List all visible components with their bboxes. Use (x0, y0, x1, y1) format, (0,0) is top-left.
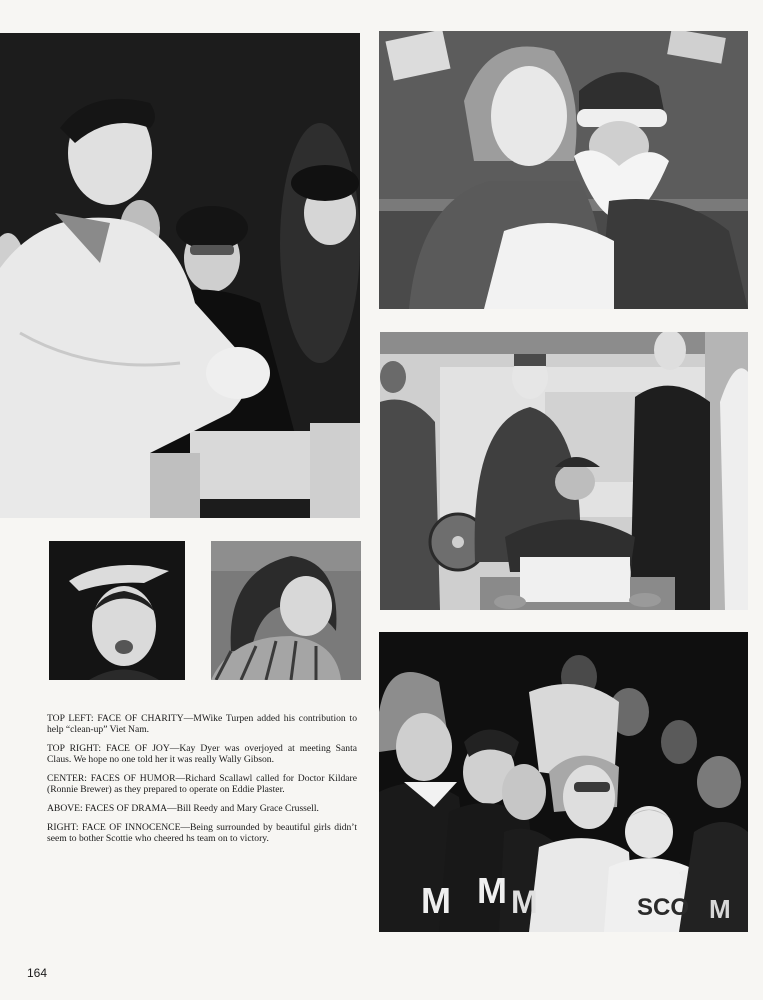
caption-above: ABOVE: FACES OF DRAMA—Bill Reedy and Mary Grace Crussell. (47, 803, 319, 814)
photo-face-of-innocence (379, 632, 748, 932)
photo-face-of-joy-image (379, 31, 748, 309)
captions-block (47, 713, 357, 852)
photo-face-of-joy (379, 31, 748, 309)
sweater-letter-1: M (421, 880, 451, 921)
caption-center: CENTER: FACES OF HUMOR—Richard Scallawl called for Doctor Kildare (Ronnie Brewer) as they prepared to operate on Eddie Plaster. (47, 773, 357, 795)
photo-drama-bill-reedy (49, 541, 185, 680)
sweater-letter-4: M (709, 894, 731, 924)
sweater-letter-3: M (511, 884, 538, 920)
caption-right: RIGHT: FACE OF INNOCENCE—Being surrounded by beautiful girls didn’t seem to bother Scottie who cheered hs team on to victory. (47, 822, 357, 844)
photo-drama-mary-grace-crussell-image (211, 541, 361, 680)
photo-face-of-charity-image (0, 33, 360, 518)
sweater-letter-2: M (477, 870, 507, 911)
photo-drama-bill-reedy-image (49, 541, 185, 680)
page-number: 164 (27, 966, 48, 980)
photo-faces-of-humor (380, 332, 748, 610)
sign-text: SCO (637, 894, 690, 921)
photo-face-of-charity (0, 33, 360, 518)
caption-top-left: TOP LEFT: FACE OF CHARITY—MWike Turpen added his contribution to help “clean-up” Viet Nam. (47, 713, 357, 735)
photo-faces-of-humor-image (380, 332, 748, 610)
photo-drama-mary-grace-crussell (211, 541, 361, 680)
caption-top-right: TOP RIGHT: FACE OF JOY—Kay Dyer was overjoyed at meeting Santa Claus. We hope no one told her it was really Wally Gibson. (47, 743, 357, 765)
